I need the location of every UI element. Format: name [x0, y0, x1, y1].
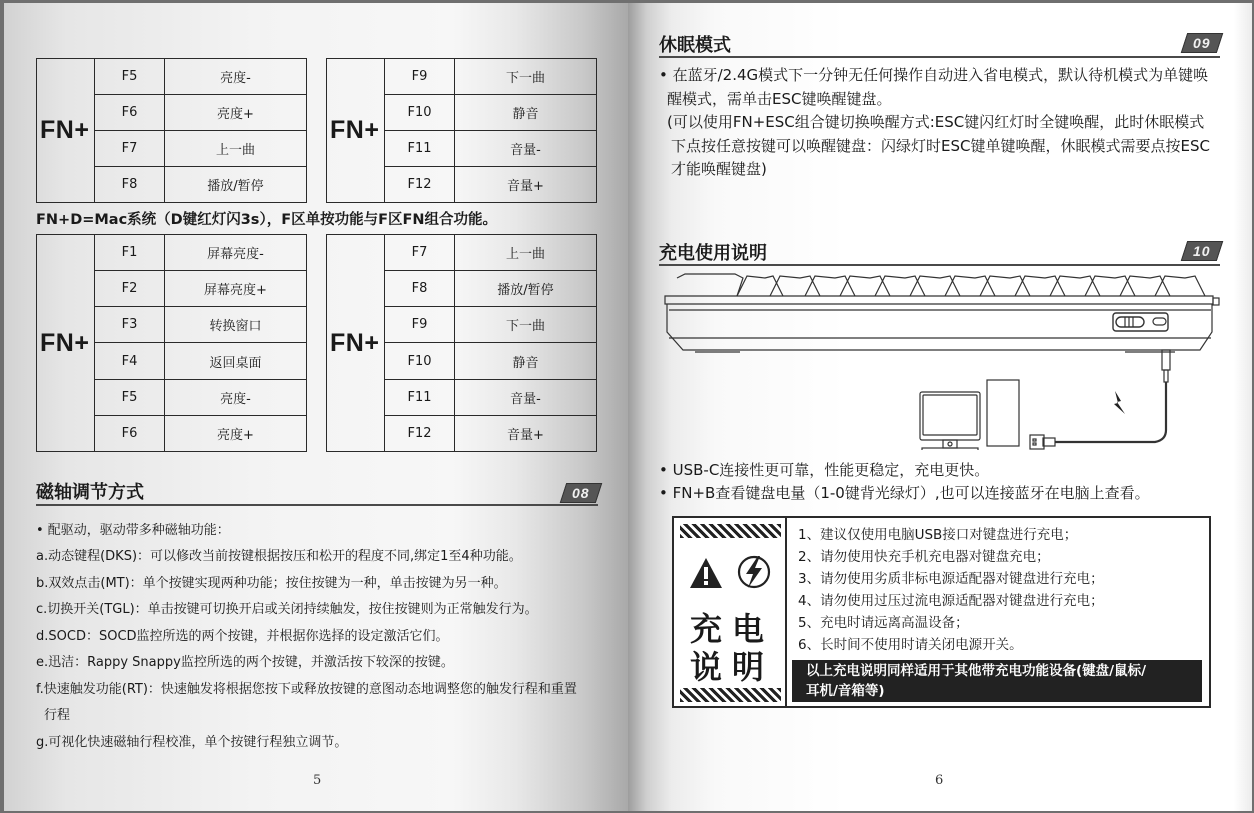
key-cell: F2	[95, 271, 165, 307]
warning-big-label-1: 充电	[690, 610, 775, 648]
function-cell: 上一曲	[455, 235, 597, 271]
key-cell: F12	[385, 415, 455, 451]
function-cell: 转换窗口	[165, 307, 307, 343]
fn-label: FN+	[327, 235, 385, 452]
feature-item: e.迅洁：Rappy Snappy监控所选的两个按键，并激活按下较深的按键。	[36, 655, 454, 670]
warning-triangle-icon	[688, 556, 724, 590]
key-cell: F11	[385, 131, 455, 167]
key-cell: F5	[95, 59, 165, 95]
warning-item: 4、请勿使用过压过流电源适配器对键盘进行充电；	[798, 593, 1104, 609]
function-cell: 屏幕亮度-	[165, 235, 307, 271]
feature-item: f.快速触发功能(RT)：快速触发将根据您按下或释放按键的意图动态地调整您的触发行程和重置	[36, 682, 577, 697]
function-cell: 返回桌面	[165, 343, 307, 379]
fn-label: FN+	[37, 59, 95, 203]
warning-item: 6、长时间不使用时请关闭电源开关。	[798, 637, 1023, 653]
warning-note	[792, 660, 1202, 702]
sleep-text	[659, 64, 1224, 182]
function-cell: 亮度-	[165, 379, 307, 415]
key-cell: F10	[385, 95, 455, 131]
function-cell: 音量+	[455, 415, 597, 451]
function-cell: 音量-	[455, 379, 597, 415]
key-cell: F9	[385, 307, 455, 343]
section-badge-10: 10	[1181, 241, 1223, 261]
key-cell: F6	[95, 95, 165, 131]
fn-table-mac-a	[36, 234, 307, 452]
function-cell: 静音	[455, 95, 597, 131]
fn-label: FN+	[37, 235, 95, 452]
hazard-stripes-top	[680, 524, 781, 538]
key-cell: F4	[95, 343, 165, 379]
feature-item: a.动态键程(DKS)：可以修改当前按键根据按压和松开的程度不同,绑定1至4种功能。	[36, 549, 522, 564]
function-cell: 音量-	[455, 131, 597, 167]
feature-item: • 配驱动，驱动带多种磁轴功能：	[36, 523, 230, 538]
key-cell: F3	[95, 307, 165, 343]
warning-item: 5、充电时请远离高温设备；	[798, 615, 969, 631]
fn-table-win-a	[36, 58, 307, 203]
function-cell: 静音	[455, 343, 597, 379]
warning-item: 3、请勿使用劣质非标电源适配器对键盘进行充电；	[798, 571, 1104, 587]
feature-item: c.切换开关(TGL)：单击按键可切换开启或关闭持续触发，按住按键则为正常触发行为。	[36, 602, 538, 617]
warning-note-line: 耳机/音箱等)	[806, 683, 885, 699]
charging-bullet: • USB-C连接性更可靠，性能更稳定，充电更快。	[659, 461, 990, 479]
sleep-line: (可以使用FN+ESC组合键切换唤醒方式:ESC键闪红灯时全键唤醒，此时休眠模式	[667, 113, 1205, 131]
section-title-charging: 充电使用说明	[659, 243, 767, 264]
function-cell: 上一曲	[165, 131, 307, 167]
key-cell: F10	[385, 343, 455, 379]
sleep-line: 下点按任意按键可以唤醒键盘：闪绿灯时ESC键单键唤醒，休眠模式需要点按ESC	[671, 136, 1210, 155]
charging-warning-box	[672, 516, 1211, 708]
section-divider	[659, 56, 1220, 58]
key-cell: F11	[385, 379, 455, 415]
function-cell: 亮度-	[165, 59, 307, 95]
feature-item: d.SOCD：SOCD监控所选的两个按键，并根据你选择的设定激活它们。	[36, 629, 449, 644]
mac-mode-note: FN+D=Mac系统（D键红灯闪3s），F区单按功能与F区FN组合功能。	[36, 212, 498, 228]
section-divider	[36, 504, 598, 506]
fn-table-mac-b	[326, 234, 597, 452]
function-cell: 下一曲	[455, 307, 597, 343]
key-cell: F7	[95, 131, 165, 167]
fn-table-win-b	[326, 58, 597, 203]
key-cell: F8	[385, 271, 455, 307]
function-cell: 下一曲	[455, 59, 597, 95]
sleep-line: • 在蓝牙/2.4G模式下一分钟无任何操作自动进入省电模式，默认待机模式为单键唤	[659, 66, 1209, 84]
key-cell: F7	[385, 235, 455, 271]
page-number-left: 5	[313, 773, 322, 788]
warning-big-label-2: 说明	[690, 648, 775, 686]
feature-item: g.可视化快速磁轴行程校准，单个按键行程独立调节。	[36, 735, 348, 750]
fn-label: FN+	[327, 59, 385, 203]
function-cell: 亮度+	[165, 415, 307, 451]
key-cell: F9	[385, 59, 455, 95]
function-cell: 音量+	[455, 167, 597, 203]
key-cell: F8	[95, 167, 165, 203]
lightning-icon	[1114, 391, 1125, 414]
keyboard-charging-illustration	[655, 270, 1235, 450]
key-cell: F12	[385, 167, 455, 203]
hazard-stripes-bottom	[680, 688, 781, 702]
sleep-line: 才能唤醒键盘)	[671, 160, 767, 178]
sleep-line: 醒模式，需单击ESC键唤醒键盘。	[667, 89, 892, 108]
section-title-magnetic: 磁轴调节方式	[36, 482, 144, 503]
warning-item: 1、建议仅使用电脑USB接口对键盘进行充电；	[798, 527, 1078, 543]
key-cell: F5	[95, 379, 165, 415]
feature-item: 行程	[44, 708, 71, 723]
feature-item: b.双效点击(MT)：单个按键实现两种功能；按住按键为一种，单击按键为另一种。	[36, 576, 507, 591]
section-badge-09: 09	[1181, 33, 1223, 53]
page-number-right: 6	[935, 773, 944, 788]
section-title-sleep: 休眠模式	[659, 35, 731, 56]
function-cell: 亮度+	[165, 95, 307, 131]
function-cell: 播放/暂停	[455, 271, 597, 307]
charging-bullet: • FN+B查看键盘电量（1-0键背光绿灯）,也可以连接蓝牙在电脑上查看。	[659, 484, 1150, 502]
keycaps	[737, 276, 1205, 296]
section-divider	[659, 264, 1220, 266]
warning-label-panel	[674, 518, 787, 706]
function-cell: 播放/暂停	[165, 167, 307, 203]
section-badge-08: 08	[560, 483, 602, 503]
key-cell: F1	[95, 235, 165, 271]
charging-bullets	[659, 459, 1150, 505]
function-cell: 屏幕亮度+	[165, 271, 307, 307]
lightning-circle-icon	[736, 554, 772, 590]
warning-item: 2、请勿使用快充手机充电器对键盘充电；	[798, 549, 1050, 565]
key-cell: F6	[95, 415, 165, 451]
warning-note-line: 以上充电说明同样适用于其他带充电功能设备(键盘/鼠标/	[806, 663, 1147, 679]
